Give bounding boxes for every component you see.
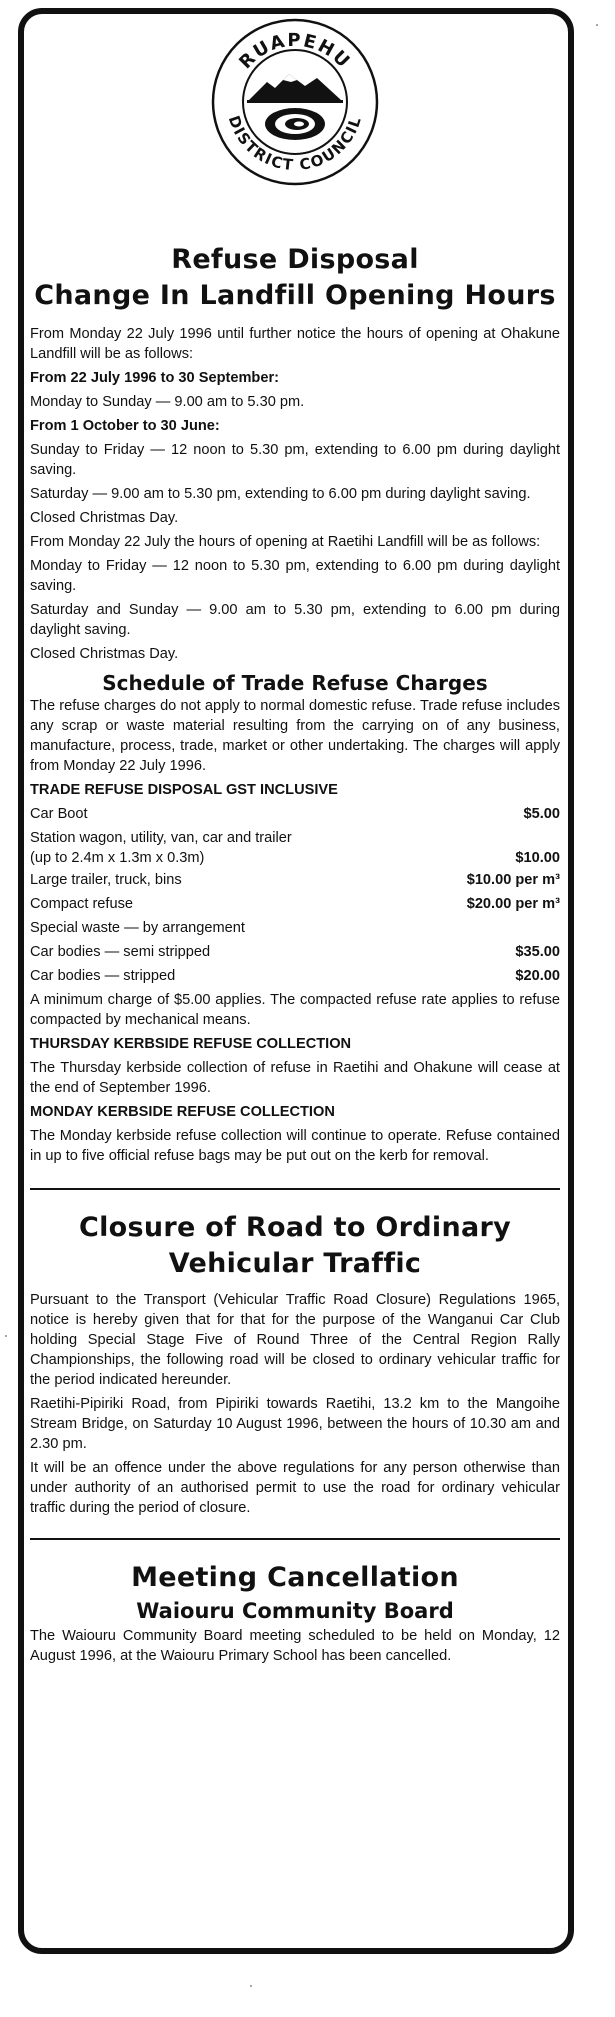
minimum-charge-note: A minimum charge of $5.00 applies. The compacted refuse rate applies to refuse compacted by mechanical means. bbox=[30, 992, 560, 1028]
monday-collection-heading: MONDAY KERBSIDE REFUSE COLLECTION bbox=[30, 1104, 335, 1120]
period2-saturday-hours: Saturday — 9.00 am to 5.30 pm, extending to 6.00 pm during daylight saving. bbox=[30, 486, 531, 502]
ruapehu-district-council-seal bbox=[209, 16, 381, 188]
charge-price: $10.00 per m³ bbox=[466, 872, 560, 888]
closed-christmas-raetihi: Closed Christmas Day. bbox=[30, 646, 179, 662]
meeting-text: The Waiouru Community Board meeting scheduled to be held on Monday, 12 August 1996, at the Waiouru Primary School has been cancelled. bbox=[30, 1628, 560, 1664]
charges-table-heading: TRADE REFUSE DISPOSAL GST INCLUSIVE bbox=[30, 782, 338, 798]
scan-speck bbox=[5, 1335, 7, 1337]
charge-label: Car Boot bbox=[30, 806, 88, 822]
charge-label: Large trailer, truck, bins bbox=[30, 872, 182, 888]
charge-label-detail: (up to 2.4m x 1.3m x 0.3m) bbox=[30, 850, 205, 866]
scan-speck bbox=[596, 24, 598, 26]
charge-price: $20.00 bbox=[515, 968, 560, 984]
charge-label: Car bodies — stripped bbox=[30, 968, 176, 984]
monday-collection-text: The Monday kerbside refuse collection will continue to operate. Refuse contained in up to five official refuse bags may be put out on the kerb for removal. bbox=[30, 1128, 560, 1164]
charge-price: $10.00 bbox=[515, 850, 560, 866]
charge-row bbox=[30, 894, 560, 914]
refuse-title-line1: Refuse Disposal bbox=[171, 244, 419, 275]
road-para-offence: It will be an offence under the above regulations for any person otherwise than under authority of an authorised permit to use the road for ordinary vehicular traffic during the period of closure. bbox=[30, 1460, 560, 1516]
period1-hours: Monday to Sunday — 9.00 am to 5.30 pm. bbox=[30, 394, 305, 410]
meeting-subtitle: Waiouru Community Board bbox=[136, 1599, 454, 1623]
logo-bottom-text: DISTRICT COUNCIL bbox=[224, 113, 366, 175]
scan-speck bbox=[250, 1985, 252, 1987]
charge-label: Special waste — by arrangement bbox=[30, 920, 245, 936]
thursday-collection-heading: THURSDAY KERBSIDE REFUSE COLLECTION bbox=[30, 1036, 352, 1052]
road-para-regulations: Pursuant to the Transport (Vehicular Traffic Road Closure) Regulations 1965, notice is hereby given that for that for the purpose of the Wanganui Car Club holding Special Stage Five of Round Three of the Central Region Rally Championships, the following road will be closed to ordinary vehicular traffic for the period indicated hereunder. bbox=[30, 1292, 560, 1388]
period1-heading: From 22 July 1996 to 30 September: bbox=[30, 370, 280, 386]
charge-label: Compact refuse bbox=[30, 896, 134, 912]
notice-content bbox=[30, 16, 560, 1666]
raetihi-weekday-hours: Monday to Friday — 12 noon to 5.30 pm, extending to 6.00 pm during daylight saving. bbox=[30, 558, 560, 594]
swirl-emblem-icon bbox=[265, 108, 325, 140]
road-title-line2: Vehicular Traffic bbox=[168, 1248, 422, 1279]
closed-christmas-ohakune: Closed Christmas Day. bbox=[30, 510, 179, 526]
charge-price: $35.00 bbox=[515, 944, 560, 960]
refuse-intro: From Monday 22 July 1996 until further notice the hours of opening at Ohakune Landfill will be as follows: bbox=[30, 326, 560, 362]
road-para-location: Raetihi-Pipiriki Road, from Pipiriki towards Raetihi, 13.2 km to the Mangoihe Stream Bridge, on Saturday 10 August 1996, between the hours of 10.30 am and 2.30 pm. bbox=[30, 1396, 560, 1452]
thursday-collection-text: The Thursday kerbside collection of refuse in Raetihi and Ohakune will cease at the end of September 1996. bbox=[30, 1060, 560, 1096]
period2-heading: From 1 October to 30 June: bbox=[30, 418, 220, 434]
charge-label: Station wagon, utility, van, car and trailer bbox=[30, 830, 292, 846]
period2-weekday-hours: Sunday to Friday — 12 noon to 5.30 pm, extending to 6.00 pm during daylight saving. bbox=[30, 442, 560, 478]
charge-row bbox=[30, 870, 560, 890]
charge-row bbox=[30, 942, 560, 962]
raetihi-intro: From Monday 22 July the hours of opening at Raetihi Landfill will be as follows: bbox=[30, 534, 541, 550]
meeting-title: Meeting Cancellation bbox=[131, 1562, 459, 1593]
charge-row bbox=[30, 804, 560, 824]
road-title-line1: Closure of Road to Ordinary bbox=[78, 1212, 512, 1243]
logo-top-text: RUAPEHU bbox=[235, 29, 355, 74]
charge-row bbox=[30, 918, 560, 938]
raetihi-weekend-hours: Saturday and Sunday — 9.00 am to 5.30 pm, extending to 6.00 pm during daylight saving. bbox=[30, 602, 560, 638]
charge-price: $20.00 per m³ bbox=[466, 896, 560, 912]
charge-label: Car bodies — semi stripped bbox=[30, 944, 211, 960]
charges-intro: The refuse charges do not apply to normal domestic refuse. Trade refuse includes any scrap or waste material resulting from the carrying on of any business, manufacture, process, trade, market or other undertaking. The charges will apply from Monday 22 July 1996. bbox=[30, 698, 560, 774]
charges-title: Schedule of Trade Refuse Charges bbox=[102, 671, 488, 695]
svg-text:RUAPEHU bbox=[235, 30, 355, 73]
charge-row bbox=[30, 966, 560, 986]
refuse-title-line2: Change In Landfill Opening Hours bbox=[34, 280, 556, 311]
charge-price: $5.00 bbox=[523, 806, 560, 822]
charge-row bbox=[30, 828, 560, 868]
mountain-icon bbox=[247, 74, 343, 103]
charges-table bbox=[30, 804, 560, 986]
